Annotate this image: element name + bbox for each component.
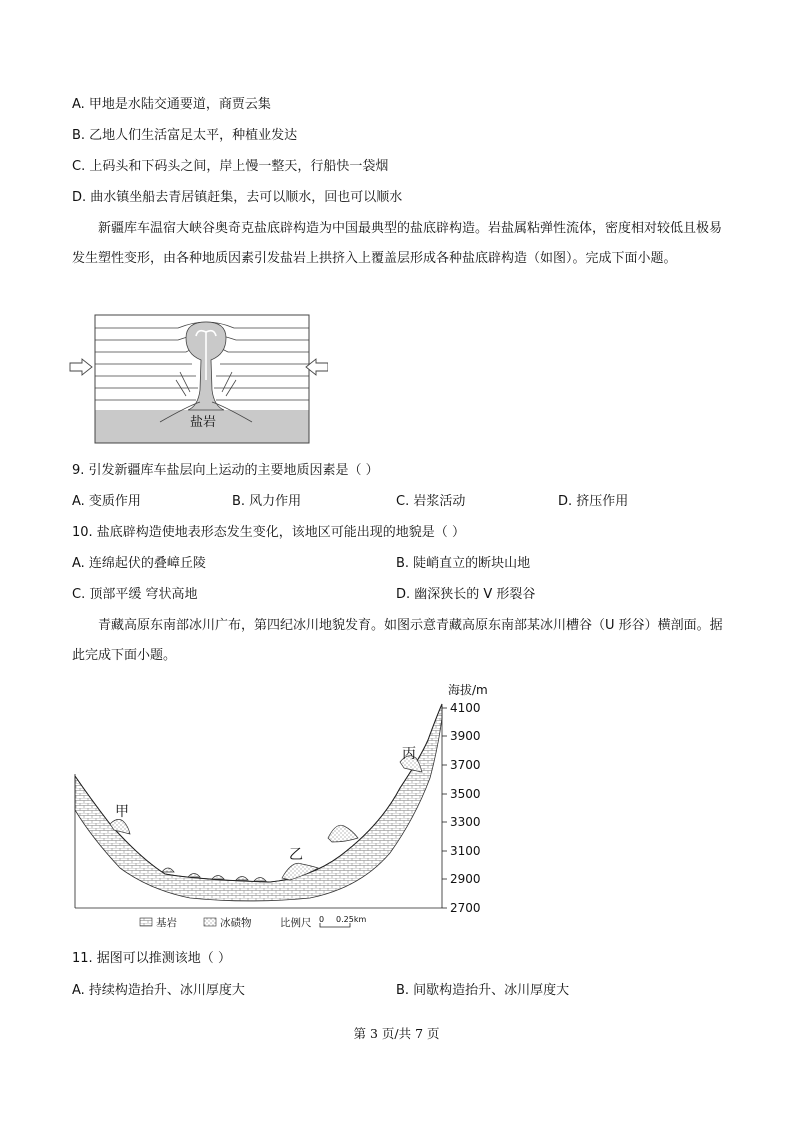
q11-option-b: B. 间歇构造抬升、冰川厚度大 [396,983,570,998]
axis-title: 海拔/m [448,683,488,697]
legend-bedrock-label: 基岩 [156,917,177,929]
q9-option-c: C. 岩浆活动 [396,494,466,509]
legend-moraine-label: 冰碛物 [220,917,252,929]
bedrock-layer [75,704,442,901]
scale-zero: 0 [319,915,325,924]
legend-scale-label: 比例尺 [280,917,312,929]
question-10-stem: 10. 盐底辟构造使地表形态发生变化，该地区可能出现的地貌是（ ） [72,525,465,540]
legend-moraine-swatch [204,918,216,926]
salt-rock-label: 盐岩 [190,415,217,430]
label-jia: 甲 [115,804,129,820]
question-11-stem: 11. 据图可以推测该地（ ） [72,951,231,966]
q9-option-b: B. 风力作用 [232,494,302,509]
left-compression-arrow [70,359,92,375]
tick-4100: 4100 [450,701,481,715]
tick-2900: 2900 [450,872,481,886]
tick-3900: 3900 [450,729,481,743]
q10-option-a: A. 连绵起伏的叠嶂丘陵 [72,556,206,571]
tick-2700: 2700 [450,901,481,915]
q10-option-b: B. 陡峭直立的断块山地 [396,556,531,571]
y-ticks [442,708,447,908]
glacial-valley-figure [70,678,500,940]
label-bing: 丙 [402,746,416,762]
tick-3300: 3300 [450,815,481,829]
page-footer: 第 3 页/共 7 页 [353,1026,440,1041]
tick-3700: 3700 [450,758,481,772]
scale-value: 0.25km [336,915,367,924]
q9-option-d: D. 挤压作用 [558,494,629,509]
tick-3100: 3100 [450,844,481,858]
legend-bedrock-swatch [140,918,152,926]
passage-salt-diapir: 新疆库车温宿大峡谷奥奇克盐底辟构造为中国最典型的盐底辟构造。岩盐属粘弹性流体，密度相对较低且极易发生塑性变形，由各种地质因素引发盐岩上拱挤入上覆盖层形成各种盐底辟构造（如图）。完成下面小题。 [72,221,723,266]
q10-option-d: D. 幽深狭长的 V 形裂谷 [396,587,536,602]
option-d: D. 曲水镇坐船去青居镇赶集，去可以顺水，回也可以顺水 [72,190,403,205]
option-c: C. 上码头和下码头之间，岸上慢一整天，行船快一袋烟 [72,159,389,174]
label-yi: 乙 [289,847,303,863]
passage-glacial-valley: 青藏高原东南部冰川广布，第四纪冰川地貌发育。如图示意青藏高原东南部某冰川槽谷（U 形谷）横剖面。据此完成下面小题。 [72,618,723,663]
q9-option-a: A. 变质作用 [72,494,141,509]
question-9-stem: 9. 引发新疆库车盐层向上运动的主要地质因素是（ ） [72,463,379,478]
moraine-mid [328,825,358,842]
salt-diapir-figure [68,310,328,450]
option-b: B. 乙地人们生活富足太平，种植业发达 [72,128,298,143]
q10-option-c: C. 顶部平缓 穹状高地 [72,587,198,602]
q11-option-a: A. 持续构造抬升、冰川厚度大 [72,983,245,998]
tick-3500: 3500 [450,787,481,801]
option-a: A. 甲地是水陆交通要道，商贾云集 [72,97,271,112]
